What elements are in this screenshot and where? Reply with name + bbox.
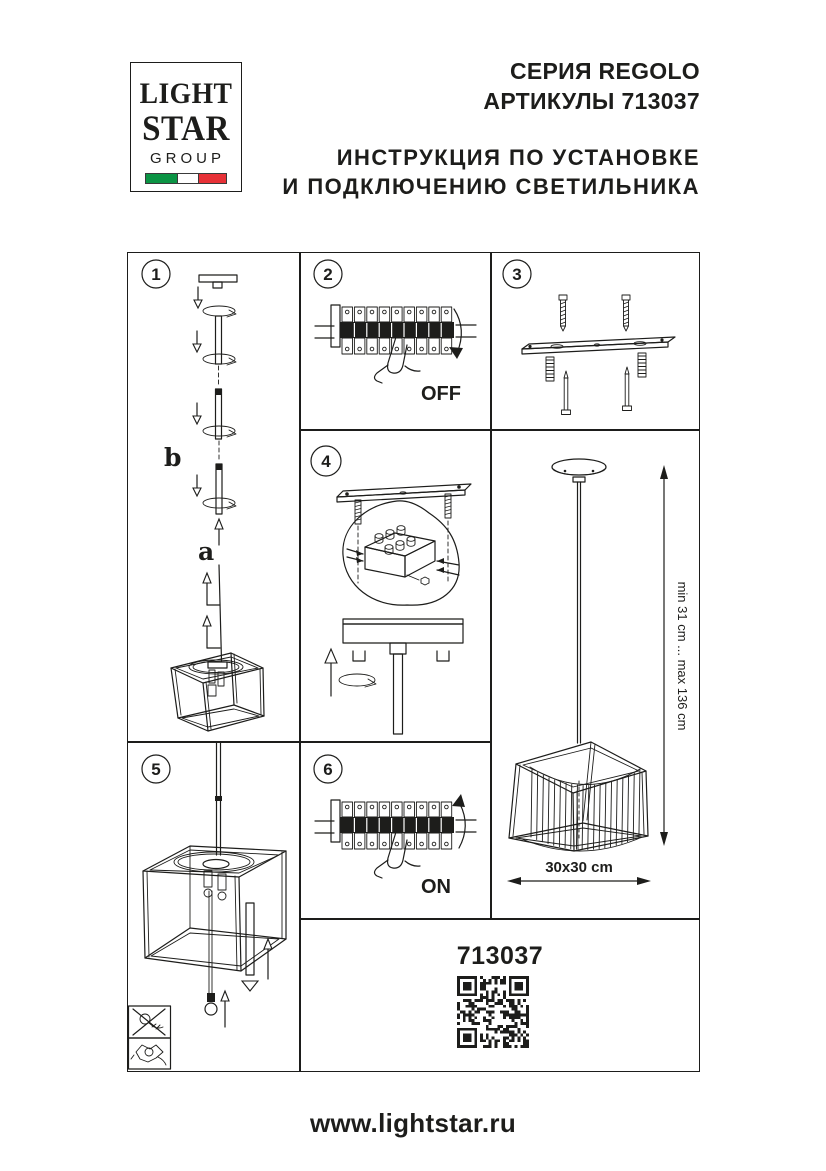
- rotate-arrow-icon: [203, 306, 236, 509]
- label-a: a: [198, 537, 215, 566]
- step4-wiring-terminal-diagram: [301, 431, 489, 740]
- suspension-rod: [219, 565, 222, 661]
- pendant-dimensions-panel: [491, 430, 700, 919]
- canopy-and-rod: [343, 619, 463, 734]
- cube-frame-lamp: [171, 653, 264, 731]
- instruction-title-line2: И ПОДКЛЮЧЕНИЮ СВЕТИЛЬНИКА: [282, 174, 700, 200]
- mounting-screws: [559, 295, 630, 331]
- ceiling-canopy: [552, 459, 606, 482]
- anchor-screws: [562, 367, 632, 415]
- flag-red-band: [199, 174, 226, 183]
- step4-panel: [300, 430, 491, 742]
- cube-shade-lamp: [509, 742, 648, 851]
- qr-code: [457, 976, 529, 1048]
- off-label: OFF: [421, 383, 461, 405]
- height-range-label: min 31 cm ... max 136 cm: [675, 581, 690, 731]
- logo-text-light: LIGHT: [139, 77, 233, 110]
- wall-anchors: [546, 353, 646, 381]
- ceiling-plate: [199, 275, 237, 288]
- step1-exploded-rod-assembly-diagram: [128, 253, 299, 740]
- step1-number: 1: [151, 265, 161, 284]
- ceiling-bracket: [337, 484, 471, 583]
- height-dimension: [660, 465, 690, 846]
- suspension-rod: [578, 482, 581, 743]
- up-arrow-icon: [215, 519, 223, 529]
- step1-panel: [127, 252, 300, 742]
- suspension-rod: [215, 743, 222, 855]
- step6-breaker-on-diagram: [301, 743, 489, 917]
- step2-number: 2: [323, 265, 333, 284]
- italian-flag-stripe: [145, 173, 227, 184]
- article-qr-panel: [300, 919, 700, 1072]
- step4-number: 4: [321, 452, 331, 471]
- instruction-title-line1: ИНСТРУКЦИЯ ПО УСТАНОВКЕ: [336, 144, 700, 170]
- slide-up-arrow-icon: [203, 573, 220, 648]
- website-url: www.lightstar.ru: [309, 1108, 517, 1138]
- header-text-block: [282, 56, 700, 202]
- step6-number: 6: [323, 760, 333, 779]
- rod-sections: [216, 316, 223, 514]
- logo-text-group: GROUP: [149, 150, 225, 167]
- logo-text-star: STAR: [142, 108, 230, 148]
- down-arrow-icon: [193, 287, 202, 496]
- step3-number: 3: [512, 265, 522, 284]
- circuit-breaker-row: [315, 305, 476, 354]
- hex-screw-icon: [421, 577, 429, 585]
- pointing-hand-icon: [375, 832, 421, 878]
- article-title: АРТИКУЛЫ 713037: [483, 88, 700, 115]
- flag-green-band: [146, 174, 177, 183]
- step3-mounting-bracket-diagram: [492, 253, 698, 428]
- instruction-title: [282, 143, 700, 202]
- pendant-lamp-dimensions-diagram: [492, 431, 698, 917]
- mounting-bar: [522, 337, 675, 354]
- step5-bulb-installation-diagram: [128, 743, 299, 1070]
- step5-number: 5: [151, 760, 161, 779]
- cube-frame-lamp: [143, 846, 286, 971]
- shade-slats: [531, 769, 640, 849]
- flag-white-band: [177, 174, 199, 183]
- pointing-hand-icon: [375, 337, 421, 383]
- series-title: СЕРИЯ REGOLO: [509, 58, 700, 84]
- circuit-breaker-row: [315, 800, 476, 849]
- step3-panel: [491, 252, 700, 430]
- width-dimension: [507, 859, 651, 885]
- step6-panel: [300, 742, 491, 919]
- base-size-label: 30x30 cm: [545, 859, 613, 876]
- lightstar-logo: [130, 62, 242, 192]
- terminal-block: [347, 526, 459, 585]
- warning-no-bare-hand-on-bulb-icon: [129, 1006, 171, 1038]
- lift-and-turn-arrows: [325, 649, 376, 696]
- step2-panel: [300, 252, 491, 430]
- product-article-number: 713037: [456, 942, 544, 970]
- label-b: b: [164, 443, 182, 472]
- step5-panel: [127, 742, 300, 1072]
- lamp-sockets-and-bulbs: [204, 871, 226, 1015]
- warning-hold-bulb-with-cloth-icon: [129, 1038, 171, 1069]
- on-label: ON: [421, 876, 451, 898]
- step2-breaker-off-diagram: [301, 253, 489, 428]
